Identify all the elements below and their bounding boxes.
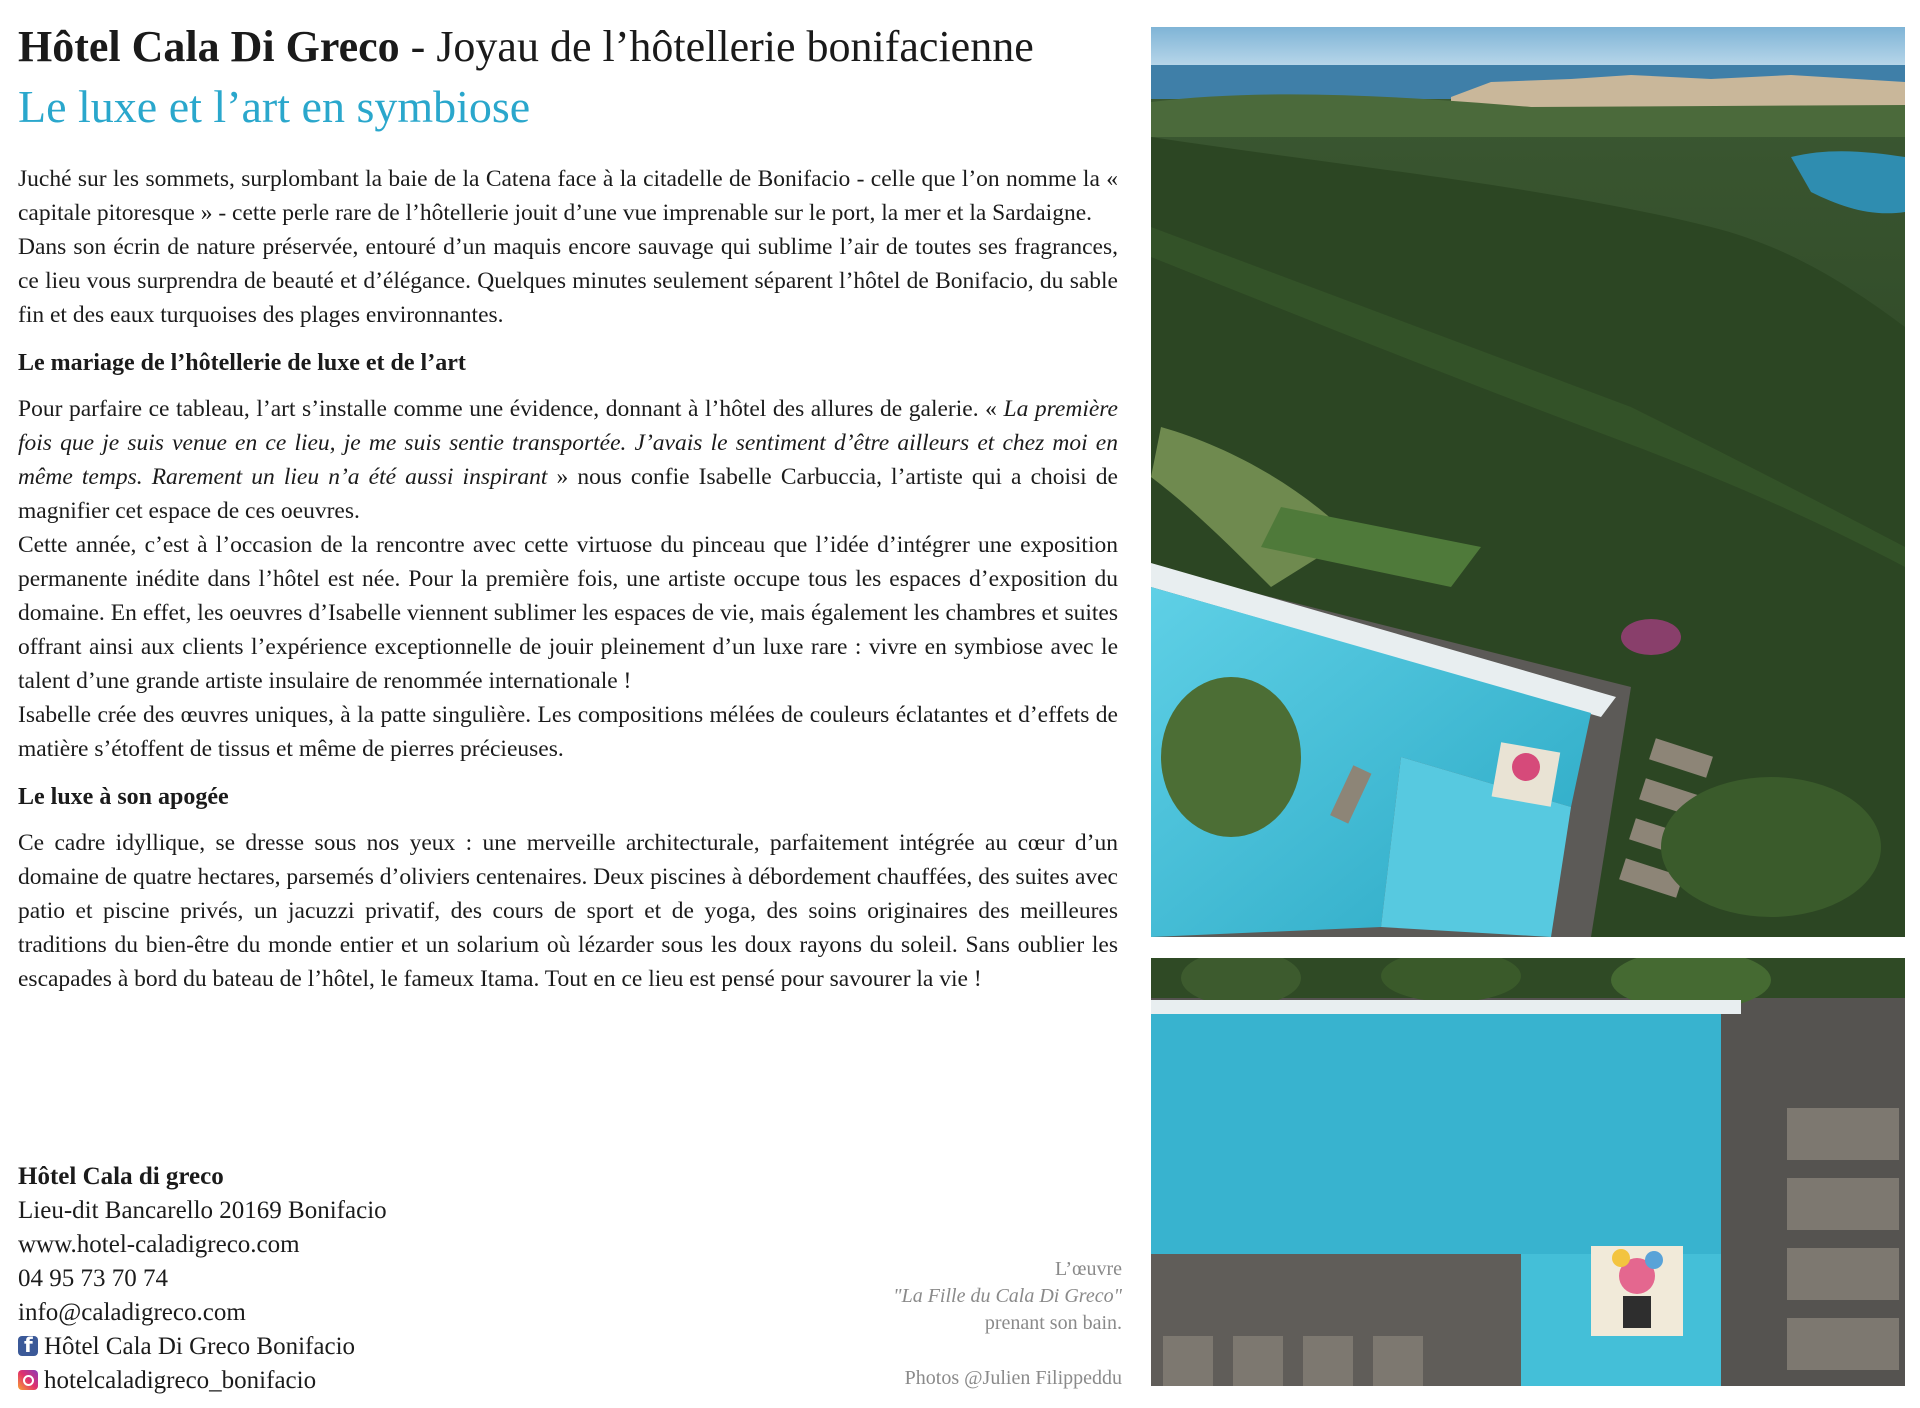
section-heading-art: Le mariage de l’hôtellerie de luxe et de l’art xyxy=(18,350,466,376)
contact-instagram-link[interactable] xyxy=(18,1364,387,1398)
instagram-label: hotelcaladigreco_bonifacio xyxy=(44,1367,317,1394)
aerial-photo-illustration xyxy=(1151,27,1905,937)
contact-block xyxy=(18,1160,387,1398)
hotel-name: Hôtel Cala Di Greco xyxy=(18,22,400,71)
page-subtitle: Le luxe et l’art en symbiose xyxy=(18,81,531,132)
caption-artwork-title xyxy=(893,1283,1122,1310)
facebook-icon xyxy=(18,1336,38,1356)
photo-caption xyxy=(893,1256,1122,1337)
title-separator: - xyxy=(399,22,437,71)
luxe-paragraph-1: Ce cadre idyllique, se dresse sous nos yeux : une merveille architecturale, parfaitement intégrée au cœur d’un domaine de quatre hectares, parsemés d’oliviers centenaires. Deux piscines à débordement chauffées, des suites avec patio et piscine privés, un jacuzzi privatif, des cours de sport et de yoga, des soins originaires des meilleures traditions du bien-être du monde entier et un solarium où lézarder sous les doux rayons du soleil. Sans oublier les escapades à bord du bateau de l’hôtel, le fameux Itama. Tout en ce lieu est pensé pour savourer la vie ! xyxy=(18,830,1118,992)
article xyxy=(18,18,1118,996)
caption-artwork-title-text: "La Fille du Cala Di Greco" xyxy=(893,1285,1122,1307)
contact-phone[interactable]: 04 95 73 70 74 xyxy=(18,1265,168,1292)
contact-address: Lieu-dit Bancarello 20169 Bonifacio xyxy=(18,1197,387,1224)
caption-line-3: prenant son bain. xyxy=(984,1312,1122,1334)
caption-line-1: L’œuvre xyxy=(1054,1258,1122,1280)
art-paragraph-1-start: Pour parfaire ce tableau, l’art s’installe comme une évidence, donnant à l’hôtel des allures de galerie. « xyxy=(18,396,1004,422)
title-tagline: Joyau de l’hôtellerie bonifacienne xyxy=(436,22,1034,71)
contact-email-link[interactable]: info@caladigreco.com xyxy=(18,1299,246,1326)
facebook-label: Hôtel Cala Di Greco Bonifacio xyxy=(44,1333,356,1360)
art-paragraph-3: Isabelle crée des œuvres uniques, à la patte singulière. Les compositions mélées de couleurs éclatantes et d’effets de matière s’étoffent de tissus et même de pierres précieuses. xyxy=(18,702,1118,762)
art-paragraph-2: Cette année, c’est à l’occasion de la rencontre avec cette virtuose du pinceau que l’idée d’intégrer une exposition permanente inédite dans l’hôtel est née. Pour la première fois, une artiste occupe tous les espaces d’exposition du domaine. En effet, les oeuvres d’Isabelle viennent sublimer les espaces de vie, mais également les chambres et suites offrant ainsi aux clients l’expérience exceptionnelle de jouir pleinement d’un luxe rare : vivre en symbiose avec le talent d’une grande artiste insulaire de renommée internationale ! xyxy=(18,532,1118,694)
instagram-icon xyxy=(18,1370,38,1390)
aerial-photo-bonifacio xyxy=(1151,27,1905,937)
photo-credit: Photos @Julien Filippeddu xyxy=(904,1367,1122,1389)
contact-name: Hôtel Cala di greco xyxy=(18,1163,224,1190)
contact-website-link[interactable]: www.hotel-caladigreco.com xyxy=(18,1231,300,1258)
contact-facebook-link[interactable] xyxy=(18,1330,387,1364)
section-heading-luxe: Le luxe à son apogée xyxy=(18,784,229,810)
intro-paragraph-1: Juché sur les sommets, surplombant la baie de la Catena face à la citadelle de Bonifacio - celle que l’on nomme la « capitale pitoresque » - cette perle rare de l’hôtellerie jouit d’une vue imprenable sur le port, la mer et la Sardaigne. xyxy=(18,166,1118,226)
intro-paragraph-2: Dans son écrin de nature préservée, entouré d’un maquis encore sauvage qui sublime l’air de toutes ses fragrances, ce lieu vous surprendra de beauté et d’élégance. Quelques minutes seulement séparent l’hôtel de Bonifacio, du sable fin et des eaux turquoises des plages environnantes. xyxy=(18,234,1118,328)
art-paragraph-1 xyxy=(18,392,1118,528)
art-paragraph-1-end: » nous confie Isabelle Carbuccia, l’artiste qui a choisi de magnifier cet espace de ces oeuvres. xyxy=(18,464,1118,524)
pool-artwork-photo xyxy=(1151,958,1905,1386)
page-title xyxy=(18,18,1118,76)
pool-photo-illustration xyxy=(1151,958,1905,1386)
artist-quote: La première fois que je suis venue en ce lieu, je me suis sentie transportée. J’avais le sentiment d’être ailleurs et chez moi en même temps. Rarement un lieu n’a été aussi inspirant xyxy=(18,396,1118,490)
